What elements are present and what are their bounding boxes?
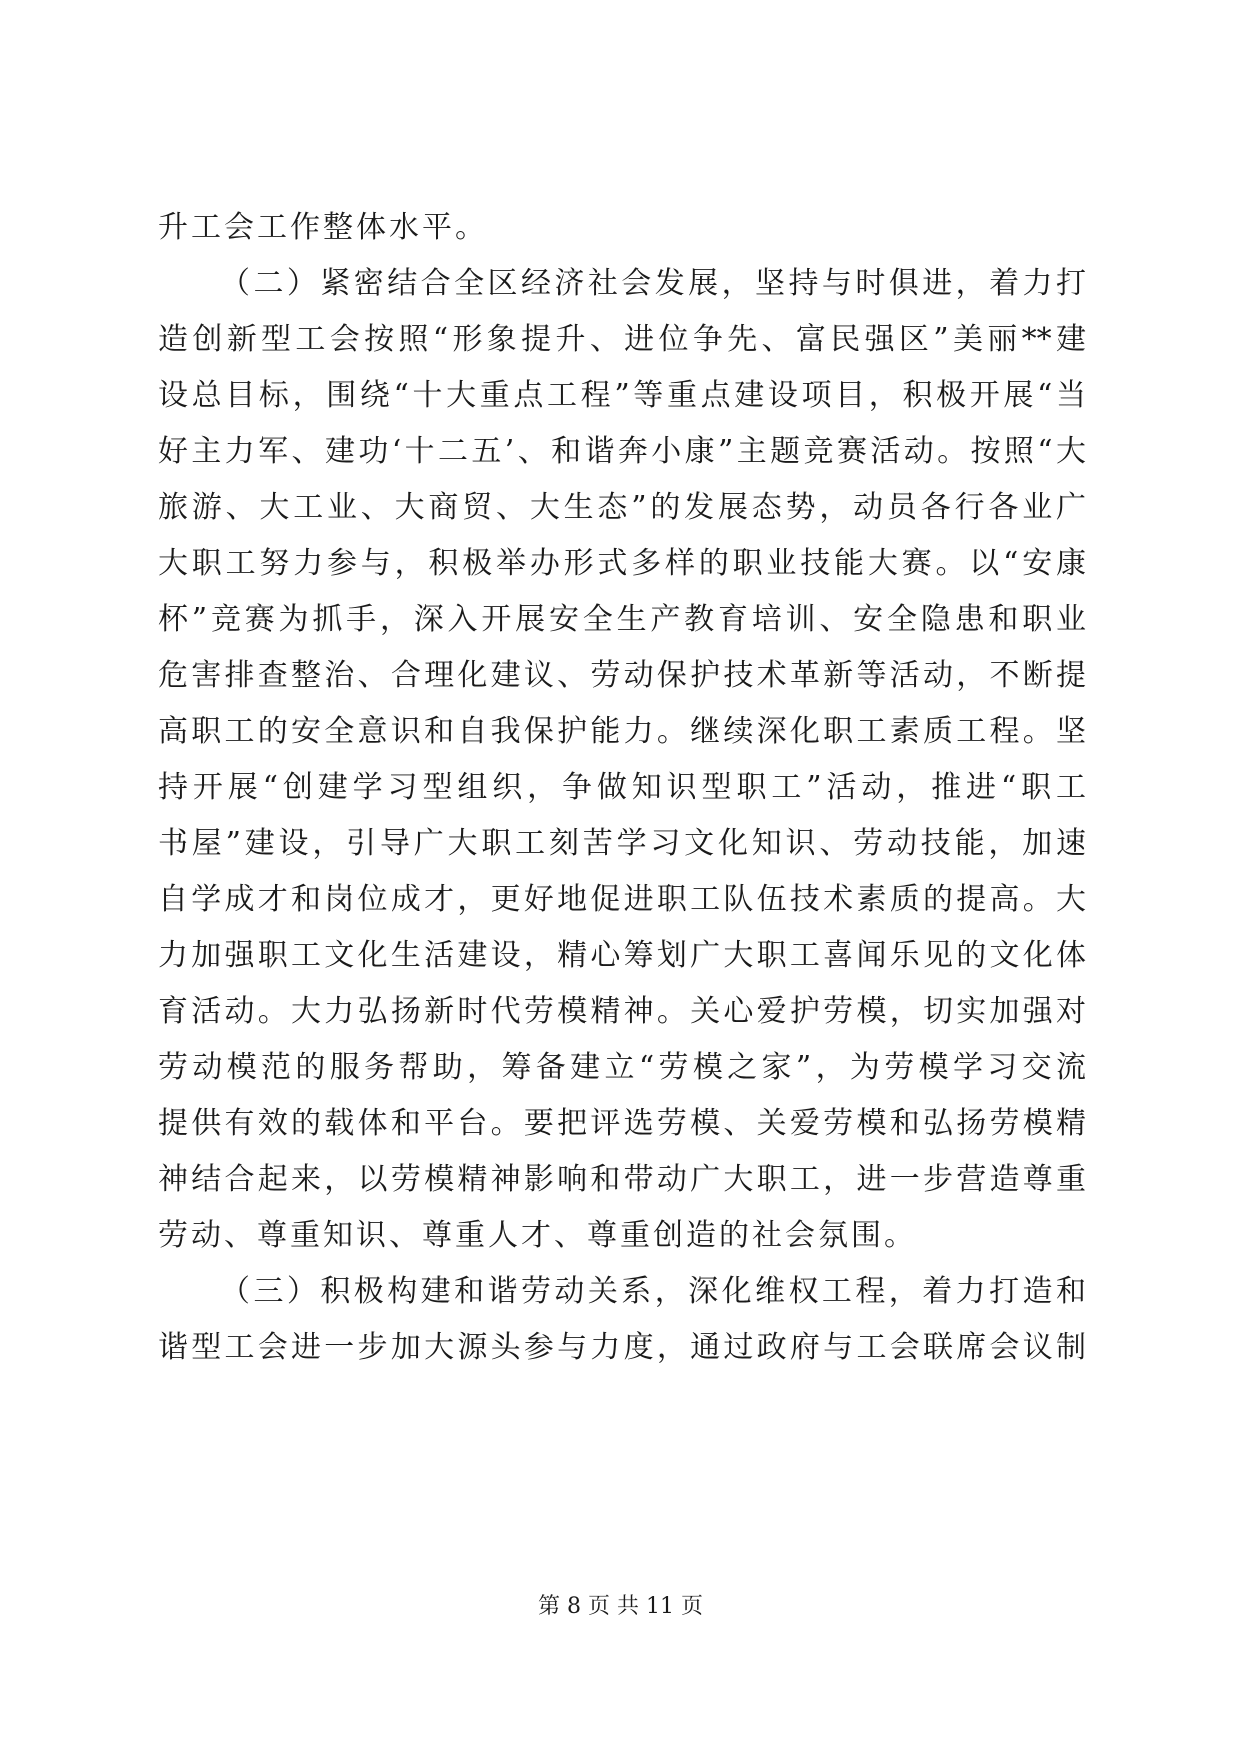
text-line: 高职工的安全意识和自我保护能力。继续深化职工素质工程。坚 (158, 714, 1086, 749)
text-line: 力加强职工文化生活建设，精心筹划广大职工喜闻乐见的文化体 (158, 938, 1086, 973)
text-line: 设总目标，围绕“十大重点工程”等重点建设项目，积极开展“当 (158, 378, 1086, 413)
page-number-footer: 第 8 页 共 11 页 (538, 1594, 703, 1619)
text-line: 持开展“创建学习型组织，争做知识型职工”活动，推进“职工 (158, 770, 1086, 805)
text-line: 劳动、尊重知识、尊重人才、尊重创造的社会氛围。 (158, 1218, 917, 1253)
text-line: 升工会工作整体水平。 (158, 210, 488, 245)
text-line: 造创新型工会按照“形象提升、进位争先、富民强区”美丽**建 (158, 322, 1086, 357)
document-body (158, 200, 1086, 1376)
text-line: 杯”竞赛为抓手，深入开展安全生产教育培训、安全隐患和职业 (158, 602, 1086, 637)
text-line: 育活动。大力弘扬新时代劳模精神。关心爱护劳模，切实加强对 (158, 994, 1086, 1029)
text-line: 谐型工会进一步加大源头参与力度，通过政府与工会联席会议制 (158, 1330, 1086, 1365)
paragraph-first-line: （二）紧密结合全区经济社会发展，坚持与时俱进，着力打 (220, 266, 1086, 301)
text-line: 好主力军、建功‘十二五’、和谐奔小康”主题竞赛活动。按照“大 (158, 434, 1086, 469)
paragraph-first-line: （三）积极构建和谐劳动关系，深化维权工程，着力打造和 (220, 1274, 1086, 1309)
text-line: 书屋”建设，引导广大职工刻苦学习文化知识、劳动技能，加速 (158, 826, 1086, 861)
text-line: 自学成才和岗位成才，更好地促进职工队伍技术素质的提高。大 (158, 882, 1086, 917)
text-line: 提供有效的载体和平台。要把评选劳模、关爱劳模和弘扬劳模精 (158, 1106, 1086, 1141)
text-line: 劳动模范的服务帮助，筹备建立“劳模之家”，为劳模学习交流 (158, 1050, 1086, 1085)
text-line: 旅游、大工业、大商贸、大生态”的发展态势，动员各行各业广 (158, 490, 1086, 525)
text-line: 神结合起来，以劳模精神影响和带动广大职工，进一步营造尊重 (158, 1162, 1086, 1197)
text-line: 危害排查整治、合理化建议、劳动保护技术革新等活动，不断提 (158, 658, 1086, 693)
text-line: 大职工努力参与，积极举办形式多样的职业技能大赛。以“安康 (158, 546, 1086, 581)
